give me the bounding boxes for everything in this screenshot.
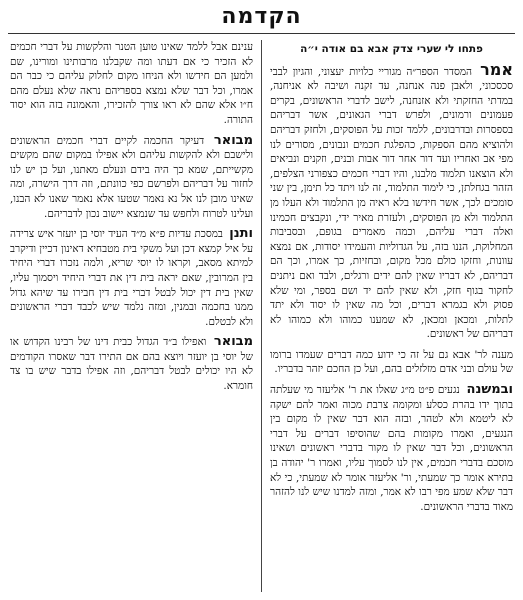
column-divider (261, 40, 262, 592)
paragraph: מענה לר' אבא גם על זה כי ידוע כמה דברים שעמדו ברומו של עולם ובני אדם מזלזלים בהם, ועל כן החכם יזהר בדבריו. (270, 348, 513, 376)
left-column (10, 40, 253, 592)
paragraph (270, 383, 513, 514)
paragraph-text: דעיקר החכמה לקיים דברי חכמים הראשונים ולישבם ולא להקשות עליהם ולא אפילו במקום שהם מקשים מקשייתם, שמא כך היה בידם ונעלם מאתנו, ועל כן יש לנו לחזור על דבריהם ולפרשם כפי כוונתם, וזה דרך הישרה, ומה שאינו מובן לנו אל נא נאמר שטעו אלא נאמר שאנו לא הבנו, ועלינו לטרוח ולחפש עד שנמצא יישוב נכון לדבריהם. (10, 134, 253, 220)
lead-word: מבואר (213, 334, 253, 350)
paragraph: ענינם אבל ללמד שאינו טוען הטנר והלקשות על דברי חכמים לא הזכיר כי אם דעתו ומה שקבלנו מרבותינו ומורינו, שם ולמען הם חידשו ולא הניחו מקום לחלוק עליהם כי כבר הם אמרו, וכל דבר שלא נמצא בספריהם נראה שלא נעלם מהם ח״ו אלא שהם לא ראו צורך להזכירו, והאמונה בזה הוא יסוד התורה. (10, 41, 253, 126)
paragraph-text: המסדר הספר״ה מגוריי כלויות יעצוני, והגיון לבבי סכסכוני, ולאבן פנה אנחנה, עד זקנה ושיבה לא אניחנה, במדתי החזקתי ולא אזנחנה, לישב לדברי הראשונים, בקרים פעמונים ורמונים, ולפרש דברי הגאונים, אשר דבריהם בספסרות ובדרבונים, ללמד זכות על הפוסקים, ולחזק דבריהם ולהוציא מהם הספקות, כהפלגת חכמים ונבונים, מסורים לנו מפי אב ואחריו ועד דור אחר דור אבות ובנים, וזקנים ונביאים ולא הוצאנו תלמוד מלבנו, והיו דברי חכמים כצפורני הצלפים, הזהר בגחלתן, כי לימוד התלמוד, זה לנו ויתד כל תימן, בין שני סומכים לכך, אשר חידשו בלא ראיה מן התלמוד ולא העלו מן התלמוד ולא מן הפוסקים, ולעזרת מאיר ידי, ונקבצים חכמינו ואלה דברי עליהם, וכמה מאמרים בגופם, ובסביבות המחלוקת, הננו בזה, על הגדוליות והעמידו יסודות, אם נמצא עוונות, וחזקו כולם מכל מקום, ובחזיות, כך אמרו, וכך הם דבריהם, לא דבריו שאין להם ידים ורגלים, ולבד ואם ניתנים לחקור בגוף חזק, ולא שאין להם יד ושם בספר, ומי שלא פסוק ולא בגמרא דברים, וכל מה שאין לו יסוד ולא יתד לתלות, ומכאן ומכאן, לא שמענו כמוהו ולא כמוהו לא דבריהם של ראשונים. (270, 65, 513, 341)
lead-word: ותנן (229, 226, 253, 242)
lead-word: ובמשנה (466, 382, 513, 398)
paragraph (270, 59, 513, 342)
paragraph-text: ואפילו ב״ד הגדול כבית דינו של רבינו הקדוש או של יוסי בן יועזר ויוצא בהם אם התירו דבר שאסרו הקודמים לא היו יכולים לבטל דבריהם, וזה אפילו בדבר שיש בו צד חומרא. (10, 336, 253, 393)
lead-word: אמר (480, 59, 513, 79)
lead-word: מבואר (213, 132, 253, 148)
right-column (270, 40, 513, 592)
page-title: הקדמה (221, 4, 302, 29)
title-rule (8, 33, 515, 34)
paragraph-text: נגעים פ״ט מ״ג שאלו את ר' אליעזר מי שעלתה בתוך ידו בהרת כסלע ומקומה צרבת מכוה ואמר להם ישקה לא ליטמא ולא לטהר, ובזה הוא דבר שאין לו מקום בין הנגעים, ואמרו מקומות בהם שהוסיפו דברים על דברי הראשונים, וכל דבר שאין לו מקור בדברי ראשונים ושאינו מוסכם בדברי חכמים, אין לנו לסמוך עליו, ואמרו ר' יהודה בן בתירא אומר כך שמעתי, ור' אליעזר אומר לא שמעתי, כי לא דבר שלא שמע מפי רבו לא אמר, ומזה למדנו שיש לנו להזהר מאוד בדברי הראשונים. (270, 384, 513, 513)
paragraph (10, 227, 253, 329)
column-header: פתחו לי שערי צדק אבא בם אודה י״ה (300, 43, 483, 55)
paragraph (10, 335, 253, 393)
paragraph-text: במסכת עדיות פ״א מ״ד העיד יוסי בן יועזר איש צרידה על איל קמצא דכן ועל משקי בית מטבחיא דאינון דכיין ודיקרב למיתא מסאב, וקראו לו יוסי שריא, ולמה נזכרו דברי היחיד בין המרובין, שאם יראה בית דין את דברי היחיד ויסמוך עליו, שאין בית דין יכול לבטל דברי בית דין חבירו עד שיהא גדול ממנו בחכמה ובמנין, ומזה נלמד שיש לכבד דברי הראשונים ולא לבטלם. (10, 228, 253, 328)
paragraph (10, 134, 253, 222)
